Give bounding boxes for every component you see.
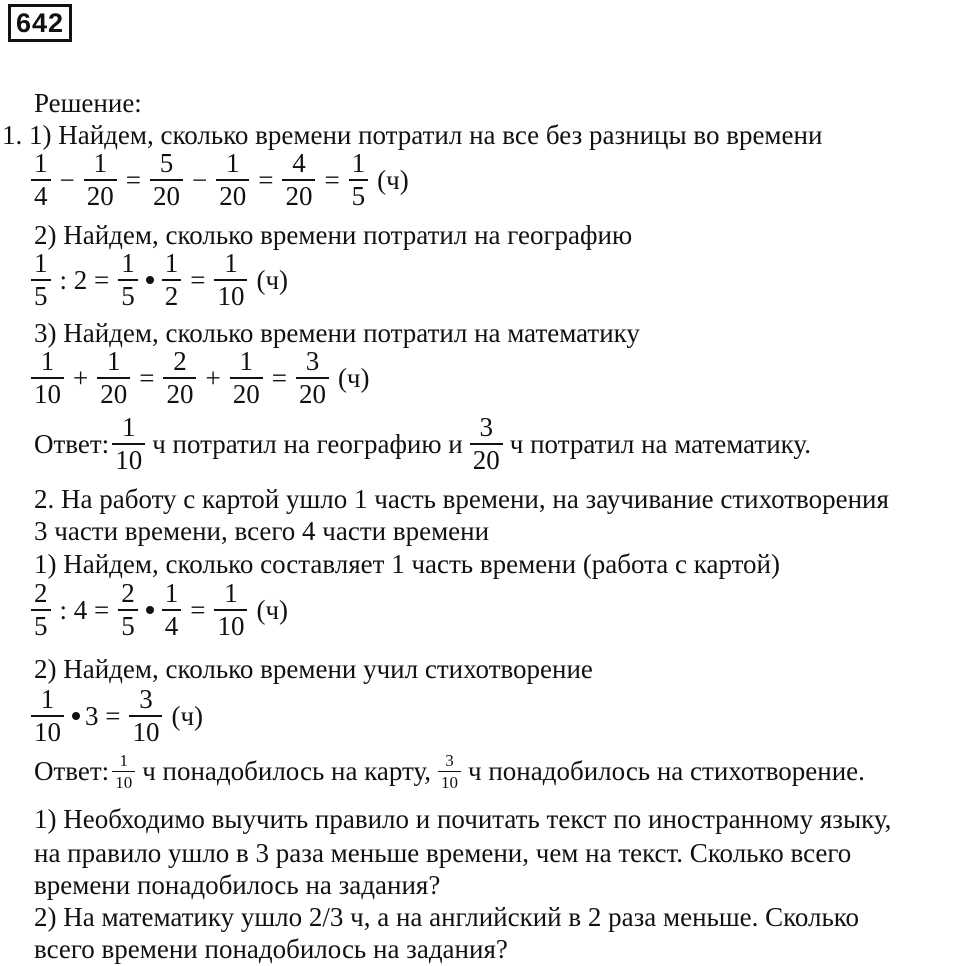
fraction: $\frac{1}{10}$ [31,348,64,408]
fraction: $\frac{1}{10}$ [214,580,247,640]
fraction: $\frac{1}{2}$ [162,250,182,310]
extra-q1-line1: 1) Необходимо выучить правило и почитать текст по иностранному языку, [34,804,892,834]
extra-q1-line2: на правило ушло в 3 раза меньше времени, чем на текст. Сколько всего [34,838,852,868]
fraction: $\frac{1}{10}$ [31,686,64,746]
fraction: $\frac{1}{20}$ [97,348,130,408]
part1-step3-text: 3) Найдем, сколько времени потратил на математику [34,318,640,348]
part2-intro-line1: 2. На работу с картой ушло 1 часть времени, на заучивание стихотворения [34,484,889,514]
unit: (ч) [377,164,409,195]
fraction: $\frac{2}{20}$ [163,348,196,408]
part2-step1-equation: $\frac{2}{5}$ : 4 = $\frac{2}{5}$ $\frac{1}{4}$ = $\frac{1}{10}$ (ч) [28,580,294,640]
fraction: $\frac{1}{5}$ [118,250,138,310]
fraction: $\frac{2}{5}$ [31,580,51,640]
fraction: $\frac{1}{4}$ [31,150,51,210]
fraction: $\frac{1}{10}$ [112,752,135,791]
part2-answer: Ответ: $\frac{1}{10}$ ч понадобилось на карту, $\frac{3}{10}$ ч понадобилось на стихотворение. [34,751,865,792]
fraction: $\frac{1}{20}$ [230,348,263,408]
fraction: $\frac{1}{5}$ [349,150,369,210]
fraction: $\frac{1}{5}$ [31,250,51,310]
fraction: $\frac{3}{10}$ [129,686,162,746]
fraction: $\frac{3}{20}$ [296,348,329,408]
fraction: $\frac{1}{20}$ [84,150,117,210]
fraction: $\frac{1}{4}$ [162,580,182,640]
part2-step2-equation: $\frac{1}{10}$ 3 = $\frac{3}{10}$ (ч) [28,686,209,746]
part1-answer: Ответ: $\frac{1}{10}$ ч потратил на географию и $\frac{3}{20}$ ч потратил на математику. [34,412,811,475]
fraction: $\frac{1}{10}$ [214,250,247,310]
unit: (ч) [337,362,370,393]
multiply-dot [146,276,154,284]
multiply-dot [72,712,80,720]
extra-q1-line3: времени понадобилось на задания? [34,870,441,900]
multiply-dot [146,606,154,614]
unit: (ч) [256,594,289,625]
fraction: $\frac{3}{10}$ [438,752,461,791]
part2-step2-text: 2) Найдем, сколько времени учил стихотворение [34,654,593,684]
fraction: $\frac{4}{20}$ [282,150,315,210]
extra-q2-line2: всего времени понадобилось на задания? [34,934,508,964]
part1-step2-equation: $\frac{1}{5}$ : 2 = $\frac{1}{5}$ $\frac{1}{2}$ = $\frac{1}{10}$ (ч) [28,250,294,310]
solution-label: Решение: [34,88,142,118]
unit: (ч) [171,700,204,731]
part1-step1-equation: $\frac{1}{4}$ − $\frac{1}{20}$ = $\frac{5}{20}$ − $\frac{1}{20}$ = $\frac{4}{20}$ = $\frac{1}{5}$ (ч) [28,150,415,210]
fraction: $\frac{1}{20}$ [216,150,249,210]
fraction: $\frac{2}{5}$ [118,580,138,640]
fraction: $\frac{5}{20}$ [150,150,183,210]
part1-step1-text: 1. 1) Найдем, сколько времени потратил на все без разницы во времени [2,120,823,150]
part2-step1-text: 1) Найдем, сколько составляет 1 часть времени (работа с картой) [34,549,780,579]
extra-q2-line1: 2) На математику ушло 2/3 ч, а на английский в 2 раза меньше. Сколько [34,902,860,932]
fraction: $\frac{1}{10}$ [112,414,145,474]
part1-step2-text: 2) Найдем, сколько времени потратил на географию [34,220,633,250]
task-number: 642 [8,4,72,42]
part2-intro-line2: 3 части времени, всего 4 части времени [34,516,490,546]
unit: (ч) [256,264,289,295]
fraction: $\frac{3}{20}$ [470,414,503,474]
part1-step3-equation: $\frac{1}{10}$ + $\frac{1}{20}$ = $\frac{2}{20}$ + $\frac{1}{20}$ = $\frac{3}{20}$ (ч) [28,348,376,408]
